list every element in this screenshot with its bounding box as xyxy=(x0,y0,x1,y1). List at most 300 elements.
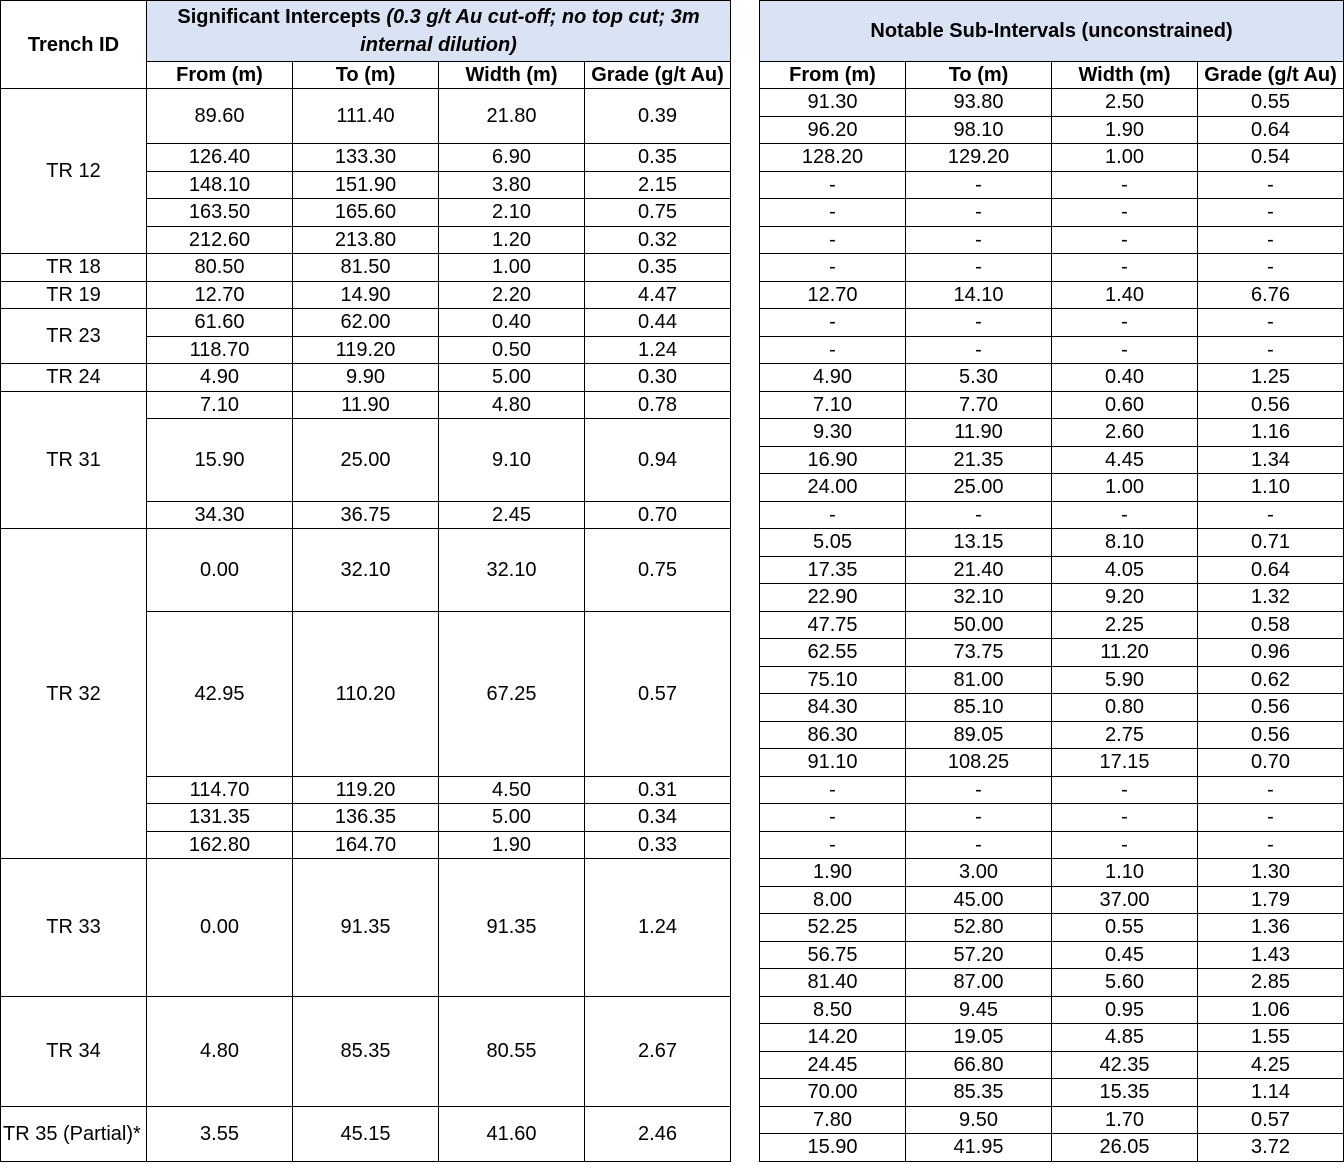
intercept-to-cell: 81.50 xyxy=(293,254,439,282)
sub-interval-grade-cell: - xyxy=(1198,336,1344,364)
sub-interval-from-cell: 52.25 xyxy=(760,914,906,942)
intercept-width-cell: 1.00 xyxy=(439,254,585,282)
sub-interval-grade-cell: 0.57 xyxy=(1198,1106,1344,1134)
table-row xyxy=(760,89,1344,117)
intercept-to-cell: 85.35 xyxy=(293,996,439,1106)
table-row xyxy=(760,1106,1344,1134)
table-row xyxy=(760,969,1344,997)
table-row xyxy=(760,584,1344,612)
sub-interval-from-cell: 91.10 xyxy=(760,749,906,777)
table-row xyxy=(1,89,731,144)
sub-interval-to-cell: 41.95 xyxy=(906,1134,1052,1162)
table-row xyxy=(760,226,1344,254)
sub-interval-from-cell: 5.05 xyxy=(760,529,906,557)
table-row xyxy=(760,694,1344,722)
trench-id-cell: TR 18 xyxy=(1,254,147,282)
sub-interval-to-cell: - xyxy=(906,336,1052,364)
table-row xyxy=(760,886,1344,914)
sub-interval-to-cell: - xyxy=(906,199,1052,227)
intercept-width-cell: 21.80 xyxy=(439,89,585,144)
sub-intervals-body xyxy=(760,89,1344,1162)
table-row xyxy=(760,116,1344,144)
sub-interval-to-cell: - xyxy=(906,501,1052,529)
sub-interval-to-cell: 93.80 xyxy=(906,89,1052,117)
sub-interval-grade-cell: 1.14 xyxy=(1198,1079,1344,1107)
sub-interval-width-cell: 2.50 xyxy=(1052,89,1198,117)
title-note: (0.3 g/t Au cut-off; no top cut; 3m internal dilution) xyxy=(360,6,700,56)
sub-interval-to-cell: 73.75 xyxy=(906,639,1052,667)
intercept-grade-cell: 1.24 xyxy=(585,859,731,997)
sub-interval-to-cell: 85.10 xyxy=(906,694,1052,722)
sub-interval-from-cell: 84.30 xyxy=(760,694,906,722)
col-from-header: From (m) xyxy=(147,62,293,89)
intercept-from-cell: 163.50 xyxy=(147,199,293,227)
sub-interval-to-cell: 9.45 xyxy=(906,996,1052,1024)
intercept-grade-cell: 0.39 xyxy=(585,89,731,144)
sub-interval-grade-cell: - xyxy=(1198,804,1344,832)
sub-interval-width-cell: 0.80 xyxy=(1052,694,1198,722)
sub-interval-from-cell: 96.20 xyxy=(760,116,906,144)
sub-interval-to-cell: 5.30 xyxy=(906,364,1052,392)
col-grade-header: Grade (g/t Au) xyxy=(585,62,731,89)
intercept-grade-cell: 0.78 xyxy=(585,391,731,419)
sub-interval-grade-cell: 1.25 xyxy=(1198,364,1344,392)
intercept-to-cell: 213.80 xyxy=(293,226,439,254)
sub-interval-from-cell: 16.90 xyxy=(760,446,906,474)
sub-interval-from-cell: 7.10 xyxy=(760,391,906,419)
sub-interval-grade-cell: 1.43 xyxy=(1198,941,1344,969)
table-row xyxy=(760,611,1344,639)
intercept-grade-cell: 1.24 xyxy=(585,336,731,364)
intercept-width-cell: 9.10 xyxy=(439,419,585,502)
intercept-from-cell: 80.50 xyxy=(147,254,293,282)
intercept-grade-cell: 0.70 xyxy=(585,501,731,529)
sub-interval-from-cell: 62.55 xyxy=(760,639,906,667)
sub-interval-from-cell: 8.50 xyxy=(760,996,906,1024)
intercept-to-cell: 136.35 xyxy=(293,804,439,832)
intercept-from-cell: 34.30 xyxy=(147,501,293,529)
sub-intervals-table xyxy=(759,0,1344,1162)
intercept-width-cell: 6.90 xyxy=(439,144,585,172)
trench-id-cell: TR 32 xyxy=(1,529,147,859)
sub-interval-grade-cell: 0.56 xyxy=(1198,694,1344,722)
sub-interval-from-cell: - xyxy=(760,804,906,832)
col-to-header: To (m) xyxy=(293,62,439,89)
table-row xyxy=(1,309,731,337)
sub-interval-grade-cell: 3.72 xyxy=(1198,1134,1344,1162)
intercept-width-cell: 80.55 xyxy=(439,996,585,1106)
sub-interval-width-cell: - xyxy=(1052,501,1198,529)
sub-interval-width-cell: 0.55 xyxy=(1052,914,1198,942)
table-row xyxy=(760,336,1344,364)
intercept-grade-cell: 0.75 xyxy=(585,199,731,227)
table-row xyxy=(760,446,1344,474)
sub-interval-from-cell: 128.20 xyxy=(760,144,906,172)
sub-interval-to-cell: 11.90 xyxy=(906,419,1052,447)
sub-interval-width-cell: 1.10 xyxy=(1052,859,1198,887)
sub-interval-from-cell: 4.90 xyxy=(760,364,906,392)
sub-interval-width-cell: - xyxy=(1052,831,1198,859)
sub-interval-width-cell: - xyxy=(1052,254,1198,282)
intercept-width-cell: 5.00 xyxy=(439,364,585,392)
intercept-to-cell: 36.75 xyxy=(293,501,439,529)
sub-interval-to-cell: 19.05 xyxy=(906,1024,1052,1052)
sub-interval-width-cell: 15.35 xyxy=(1052,1079,1198,1107)
sub-interval-from-cell: - xyxy=(760,226,906,254)
sub-intervals-title: Notable Sub-Intervals (unconstrained) xyxy=(760,1,1344,62)
sub-interval-from-cell: 47.75 xyxy=(760,611,906,639)
significant-intercepts-title xyxy=(147,1,731,62)
sub-interval-width-cell: 0.60 xyxy=(1052,391,1198,419)
sub-interval-width-cell: 42.35 xyxy=(1052,1051,1198,1079)
intercept-to-cell: 25.00 xyxy=(293,419,439,502)
table-row xyxy=(760,804,1344,832)
intercept-width-cell: 67.25 xyxy=(439,611,585,776)
trench-id-cell: TR 24 xyxy=(1,364,147,392)
table-row xyxy=(760,721,1344,749)
sub-interval-grade-cell: - xyxy=(1198,776,1344,804)
intercept-from-cell: 131.35 xyxy=(147,804,293,832)
sub-interval-from-cell: - xyxy=(760,199,906,227)
intercept-to-cell: 9.90 xyxy=(293,364,439,392)
sub-interval-width-cell: 1.00 xyxy=(1052,474,1198,502)
sub-interval-from-cell: - xyxy=(760,254,906,282)
intercept-from-cell: 4.80 xyxy=(147,996,293,1106)
sub-interval-grade-cell: 1.32 xyxy=(1198,584,1344,612)
intercept-width-cell: 2.10 xyxy=(439,199,585,227)
intercept-to-cell: 91.35 xyxy=(293,859,439,997)
intercept-grade-cell: 4.47 xyxy=(585,281,731,309)
intercept-to-cell: 45.15 xyxy=(293,1106,439,1161)
sub-interval-to-cell: 32.10 xyxy=(906,584,1052,612)
sub-interval-from-cell: 7.80 xyxy=(760,1106,906,1134)
intercept-to-cell: 164.70 xyxy=(293,831,439,859)
sub-interval-from-cell: - xyxy=(760,309,906,337)
sub-interval-from-cell: 91.30 xyxy=(760,89,906,117)
table-row xyxy=(1,859,731,997)
table-row xyxy=(760,419,1344,447)
table-row xyxy=(760,749,1344,777)
sub-interval-to-cell: 129.20 xyxy=(906,144,1052,172)
intercept-grade-cell: 0.35 xyxy=(585,254,731,282)
sub-interval-from-cell: 17.35 xyxy=(760,556,906,584)
sub-interval-grade-cell: - xyxy=(1198,226,1344,254)
intercept-grade-cell: 0.57 xyxy=(585,611,731,776)
table-row xyxy=(760,254,1344,282)
sub-interval-width-cell: - xyxy=(1052,226,1198,254)
sub-interval-width-cell: 0.40 xyxy=(1052,364,1198,392)
sub-col-from-header: From (m) xyxy=(760,62,906,89)
intercept-to-cell: 119.20 xyxy=(293,336,439,364)
intercept-from-cell: 148.10 xyxy=(147,171,293,199)
sub-interval-grade-cell: - xyxy=(1198,309,1344,337)
sub-interval-width-cell: 8.10 xyxy=(1052,529,1198,557)
intercept-to-cell: 110.20 xyxy=(293,611,439,776)
table-row xyxy=(760,914,1344,942)
intercept-to-cell: 119.20 xyxy=(293,776,439,804)
sub-interval-to-cell: 14.10 xyxy=(906,281,1052,309)
intercept-to-cell: 165.60 xyxy=(293,199,439,227)
table-row xyxy=(760,171,1344,199)
intercept-from-cell: 42.95 xyxy=(147,611,293,776)
intercept-width-cell: 2.20 xyxy=(439,281,585,309)
col-width-header: Width (m) xyxy=(439,62,585,89)
sub-interval-grade-cell: 0.54 xyxy=(1198,144,1344,172)
intercepts-body xyxy=(1,89,731,1162)
sub-interval-grade-cell: 0.64 xyxy=(1198,556,1344,584)
sub-interval-width-cell: 2.25 xyxy=(1052,611,1198,639)
sub-interval-grade-cell: 0.71 xyxy=(1198,529,1344,557)
sub-interval-grade-cell: - xyxy=(1198,501,1344,529)
intercept-grade-cell: 0.33 xyxy=(585,831,731,859)
sub-interval-to-cell: - xyxy=(906,309,1052,337)
sub-interval-from-cell: 24.45 xyxy=(760,1051,906,1079)
sub-interval-to-cell: 85.35 xyxy=(906,1079,1052,1107)
table-row xyxy=(760,281,1344,309)
sub-interval-width-cell: 5.60 xyxy=(1052,969,1198,997)
intercept-grade-cell: 0.75 xyxy=(585,529,731,612)
sub-interval-to-cell: 81.00 xyxy=(906,666,1052,694)
intercept-from-cell: 126.40 xyxy=(147,144,293,172)
sub-interval-grade-cell: - xyxy=(1198,831,1344,859)
intercept-from-cell: 0.00 xyxy=(147,859,293,997)
sub-interval-from-cell: 15.90 xyxy=(760,1134,906,1162)
sub-interval-grade-cell: 1.06 xyxy=(1198,996,1344,1024)
intercept-from-cell: 89.60 xyxy=(147,89,293,144)
sub-interval-width-cell: 2.75 xyxy=(1052,721,1198,749)
intercept-from-cell: 12.70 xyxy=(147,281,293,309)
sub-interval-width-cell: - xyxy=(1052,171,1198,199)
sub-interval-to-cell: 21.35 xyxy=(906,446,1052,474)
sub-interval-to-cell: - xyxy=(906,254,1052,282)
sub-interval-to-cell: 108.25 xyxy=(906,749,1052,777)
sub-interval-to-cell: 21.40 xyxy=(906,556,1052,584)
sub-interval-from-cell: 14.20 xyxy=(760,1024,906,1052)
trench-id-cell: TR 33 xyxy=(1,859,147,997)
sub-interval-grade-cell: 0.55 xyxy=(1198,89,1344,117)
table-row xyxy=(760,556,1344,584)
sub-interval-to-cell: 89.05 xyxy=(906,721,1052,749)
intercept-grade-cell: 0.32 xyxy=(585,226,731,254)
table-row xyxy=(760,859,1344,887)
trench-id-cell: TR 19 xyxy=(1,281,147,309)
trench-id-cell: TR 23 xyxy=(1,309,147,364)
trench-id-cell: TR 31 xyxy=(1,391,147,529)
sub-interval-to-cell: 45.00 xyxy=(906,886,1052,914)
intercept-grade-cell: 0.35 xyxy=(585,144,731,172)
sub-interval-from-cell: 81.40 xyxy=(760,969,906,997)
table-row xyxy=(760,199,1344,227)
intercept-width-cell: 32.10 xyxy=(439,529,585,612)
sub-interval-grade-cell: 0.64 xyxy=(1198,116,1344,144)
sub-interval-width-cell: - xyxy=(1052,309,1198,337)
sub-interval-from-cell: 75.10 xyxy=(760,666,906,694)
sub-interval-width-cell: - xyxy=(1052,804,1198,832)
intercept-grade-cell: 2.67 xyxy=(585,996,731,1106)
intercept-width-cell: 4.50 xyxy=(439,776,585,804)
trench-id-header: Trench ID xyxy=(1,1,147,89)
intercept-to-cell: 11.90 xyxy=(293,391,439,419)
sub-interval-to-cell: 25.00 xyxy=(906,474,1052,502)
intercept-width-cell: 2.45 xyxy=(439,501,585,529)
intercept-grade-cell: 0.44 xyxy=(585,309,731,337)
sub-interval-width-cell: 4.85 xyxy=(1052,1024,1198,1052)
sub-col-to-header: To (m) xyxy=(906,62,1052,89)
table-row xyxy=(760,144,1344,172)
intercept-width-cell: 1.20 xyxy=(439,226,585,254)
table-row xyxy=(760,776,1344,804)
sub-interval-from-cell: - xyxy=(760,501,906,529)
sub-interval-from-cell: 8.00 xyxy=(760,886,906,914)
sub-interval-width-cell: 17.15 xyxy=(1052,749,1198,777)
sub-interval-from-cell: 56.75 xyxy=(760,941,906,969)
sub-interval-grade-cell: - xyxy=(1198,199,1344,227)
table-row xyxy=(1,996,731,1106)
intercept-grade-cell: 0.31 xyxy=(585,776,731,804)
intercept-from-cell: 0.00 xyxy=(147,529,293,612)
intercept-from-cell: 118.70 xyxy=(147,336,293,364)
sub-interval-to-cell: - xyxy=(906,776,1052,804)
sub-interval-to-cell: - xyxy=(906,831,1052,859)
intercept-grade-cell: 0.34 xyxy=(585,804,731,832)
sub-interval-to-cell: - xyxy=(906,804,1052,832)
sub-interval-grade-cell: 0.58 xyxy=(1198,611,1344,639)
table-row xyxy=(760,364,1344,392)
sub-interval-width-cell: - xyxy=(1052,776,1198,804)
sub-interval-grade-cell: - xyxy=(1198,171,1344,199)
sub-col-grade-header: Grade (g/t Au) xyxy=(1198,62,1344,89)
sub-interval-width-cell: 37.00 xyxy=(1052,886,1198,914)
intercept-to-cell: 14.90 xyxy=(293,281,439,309)
sub-interval-grade-cell: - xyxy=(1198,254,1344,282)
sub-interval-grade-cell: 1.30 xyxy=(1198,859,1344,887)
sub-interval-to-cell: 13.15 xyxy=(906,529,1052,557)
table-row xyxy=(760,501,1344,529)
intercept-width-cell: 3.80 xyxy=(439,171,585,199)
intercept-from-cell: 162.80 xyxy=(147,831,293,859)
sub-interval-from-cell: 70.00 xyxy=(760,1079,906,1107)
sub-interval-grade-cell: 0.56 xyxy=(1198,721,1344,749)
sub-interval-width-cell: - xyxy=(1052,199,1198,227)
sub-interval-from-cell: 22.90 xyxy=(760,584,906,612)
sub-interval-to-cell: 50.00 xyxy=(906,611,1052,639)
sub-interval-grade-cell: 0.70 xyxy=(1198,749,1344,777)
sub-interval-to-cell: 98.10 xyxy=(906,116,1052,144)
sub-interval-to-cell: 87.00 xyxy=(906,969,1052,997)
table-row xyxy=(760,941,1344,969)
sub-interval-width-cell: 1.70 xyxy=(1052,1106,1198,1134)
table-row xyxy=(760,474,1344,502)
sub-interval-grade-cell: 0.96 xyxy=(1198,639,1344,667)
sub-interval-width-cell: 0.95 xyxy=(1052,996,1198,1024)
sub-interval-width-cell: 5.90 xyxy=(1052,666,1198,694)
intercept-to-cell: 62.00 xyxy=(293,309,439,337)
sub-interval-width-cell: 0.45 xyxy=(1052,941,1198,969)
sub-interval-from-cell: - xyxy=(760,831,906,859)
table-row xyxy=(1,1106,731,1161)
sub-interval-to-cell: - xyxy=(906,226,1052,254)
intercept-width-cell: 91.35 xyxy=(439,859,585,997)
sub-interval-grade-cell: 4.25 xyxy=(1198,1051,1344,1079)
sub-interval-to-cell: 9.50 xyxy=(906,1106,1052,1134)
sub-interval-grade-cell: 1.36 xyxy=(1198,914,1344,942)
intercept-width-cell: 1.90 xyxy=(439,831,585,859)
sub-interval-grade-cell: 1.79 xyxy=(1198,886,1344,914)
sub-interval-from-cell: 1.90 xyxy=(760,859,906,887)
sub-interval-grade-cell: 1.10 xyxy=(1198,474,1344,502)
trench-id-cell: TR 12 xyxy=(1,89,147,254)
sub-interval-from-cell: 9.30 xyxy=(760,419,906,447)
table-row xyxy=(1,281,731,309)
table-row xyxy=(760,309,1344,337)
sub-interval-width-cell: 11.20 xyxy=(1052,639,1198,667)
intercept-to-cell: 151.90 xyxy=(293,171,439,199)
intercept-grade-cell: 0.30 xyxy=(585,364,731,392)
sub-interval-to-cell: 52.80 xyxy=(906,914,1052,942)
intercept-grade-cell: 2.15 xyxy=(585,171,731,199)
sub-interval-from-cell: - xyxy=(760,776,906,804)
sub-interval-width-cell: 1.90 xyxy=(1052,116,1198,144)
table-row xyxy=(760,1079,1344,1107)
intercept-from-cell: 212.60 xyxy=(147,226,293,254)
sub-interval-to-cell: 57.20 xyxy=(906,941,1052,969)
intercept-from-cell: 15.90 xyxy=(147,419,293,502)
table-row xyxy=(1,391,731,419)
table-row xyxy=(1,529,731,612)
intercept-from-cell: 3.55 xyxy=(147,1106,293,1161)
table-row xyxy=(760,391,1344,419)
sub-interval-width-cell: 2.60 xyxy=(1052,419,1198,447)
sub-interval-width-cell: 4.45 xyxy=(1052,446,1198,474)
table-row xyxy=(760,831,1344,859)
table-row xyxy=(760,1134,1344,1162)
sub-col-width-header: Width (m) xyxy=(1052,62,1198,89)
intercept-width-cell: 5.00 xyxy=(439,804,585,832)
intercept-width-cell: 4.80 xyxy=(439,391,585,419)
sub-interval-width-cell: - xyxy=(1052,336,1198,364)
intercept-grade-cell: 0.94 xyxy=(585,419,731,502)
sub-interval-to-cell: - xyxy=(906,171,1052,199)
table-row xyxy=(760,1051,1344,1079)
sub-interval-grade-cell: 0.56 xyxy=(1198,391,1344,419)
sub-interval-width-cell: 4.05 xyxy=(1052,556,1198,584)
table-row xyxy=(1,364,731,392)
table-row xyxy=(760,666,1344,694)
title-main: Significant Intercepts xyxy=(177,6,387,28)
intercept-to-cell: 111.40 xyxy=(293,89,439,144)
trench-id-cell: TR 35 (Partial)* xyxy=(1,1106,147,1161)
intercept-from-cell: 7.10 xyxy=(147,391,293,419)
sub-interval-from-cell: 24.00 xyxy=(760,474,906,502)
intercept-grade-cell: 2.46 xyxy=(585,1106,731,1161)
table-row xyxy=(760,996,1344,1024)
sub-interval-to-cell: 66.80 xyxy=(906,1051,1052,1079)
sub-interval-grade-cell: 6.76 xyxy=(1198,281,1344,309)
sub-interval-width-cell: 9.20 xyxy=(1052,584,1198,612)
sub-interval-grade-cell: 1.16 xyxy=(1198,419,1344,447)
table-row xyxy=(1,254,731,282)
sub-interval-grade-cell: 1.55 xyxy=(1198,1024,1344,1052)
intercept-from-cell: 4.90 xyxy=(147,364,293,392)
sub-interval-grade-cell: 0.62 xyxy=(1198,666,1344,694)
sub-interval-grade-cell: 1.34 xyxy=(1198,446,1344,474)
intercept-width-cell: 0.40 xyxy=(439,309,585,337)
intercept-from-cell: 114.70 xyxy=(147,776,293,804)
sub-interval-width-cell: 1.00 xyxy=(1052,144,1198,172)
sub-interval-from-cell: 12.70 xyxy=(760,281,906,309)
table-row xyxy=(760,529,1344,557)
sub-interval-from-cell: - xyxy=(760,171,906,199)
